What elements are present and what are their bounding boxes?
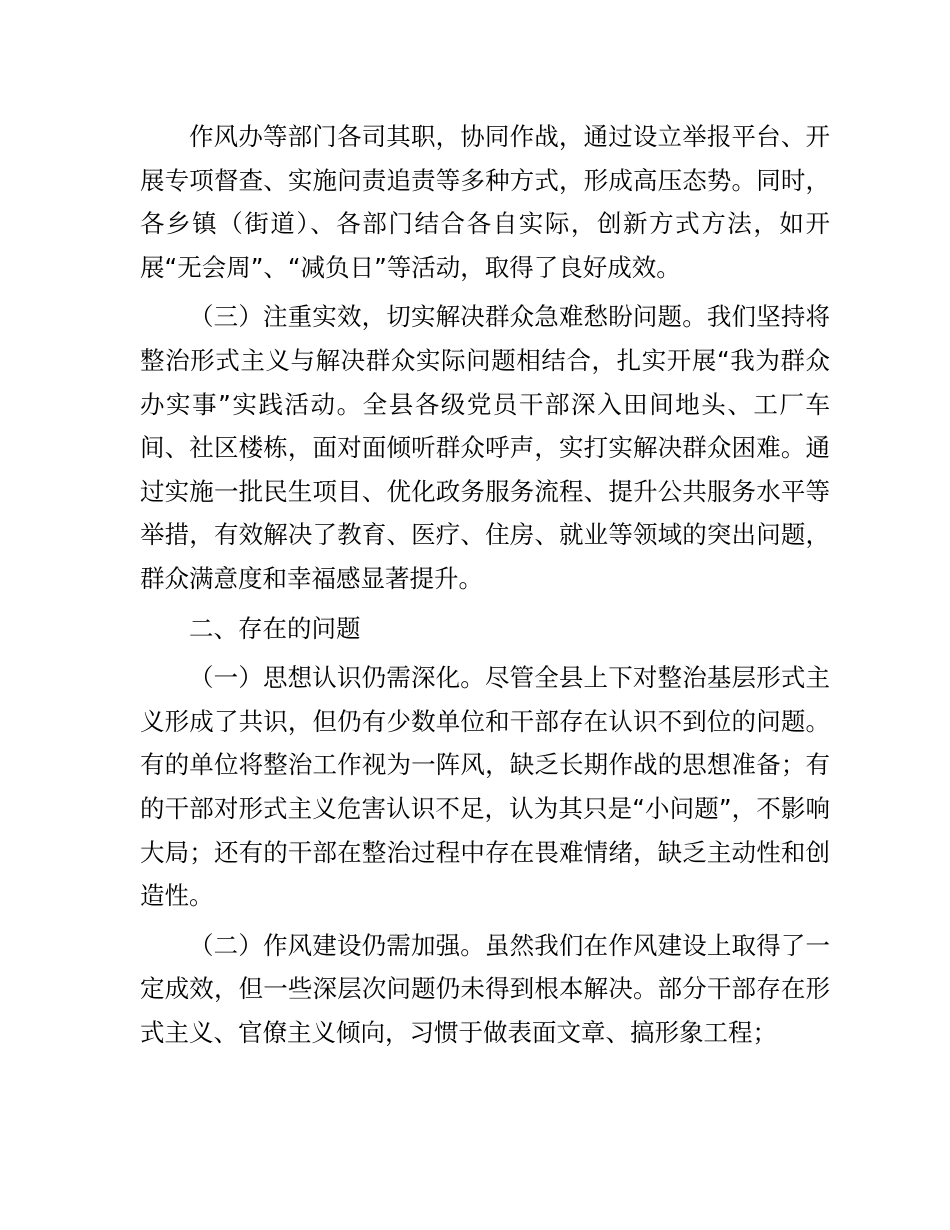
paragraph-problem-two: （二）作风建设仍需加强。虽然我们在作风建设上取得了一定成效，但一些深层次问题仍未得到根本解决。部分干部存在形式主义、官僚主义倾向，习惯于做表面文章、搞形象工程； — [140, 930, 830, 1047]
document-body — [140, 115, 830, 1060]
section-heading-problems: 二、存在的问题 — [189, 613, 361, 643]
paragraph-section-three: （三）注重实效，切实解决群众急难愁盼问题。我们坚持将整治形式主义与解决群众实际问题相结合，扎实开展“我为群众办实事”实践活动。全县各级党员干部深入田间地头、工厂车间、社区楼栋，面对面倾听群众呼声，实打实解决群众困难。通过实施一批民生项目、优化政务服务流程、提升公共服务水平等举措，有效解决了教育、医疗、住房、就业等领域的突出问题，群众满意度和幸福感显著提升。 — [140, 302, 830, 593]
paragraph-continuation: 作风办等部门各司其职，协同作战，通过设立举报平台、开展专项督查、实施问责追责等多种方式，形成高压态势。同时，各乡镇（街道）、各部门结合各自实际，创新方式方法，如开展“无会周”、“减负日”等活动，取得了良好成效。 — [140, 122, 830, 282]
paragraph-problem-one: （一）思想认识仍需深化。尽管全县上下对整治基层形式主义形成了共识，但仍有少数单位和干部存在认识不到位的问题。有的单位将整治工作视为一阵风，缺乏长期作战的思想准备；有的干部对形式主义危害认识不足，认为其只是“小问题”，不影响大局；还有的干部在整治过程中存在畏难情绪，缺乏主动性和创造性。 — [140, 663, 830, 911]
